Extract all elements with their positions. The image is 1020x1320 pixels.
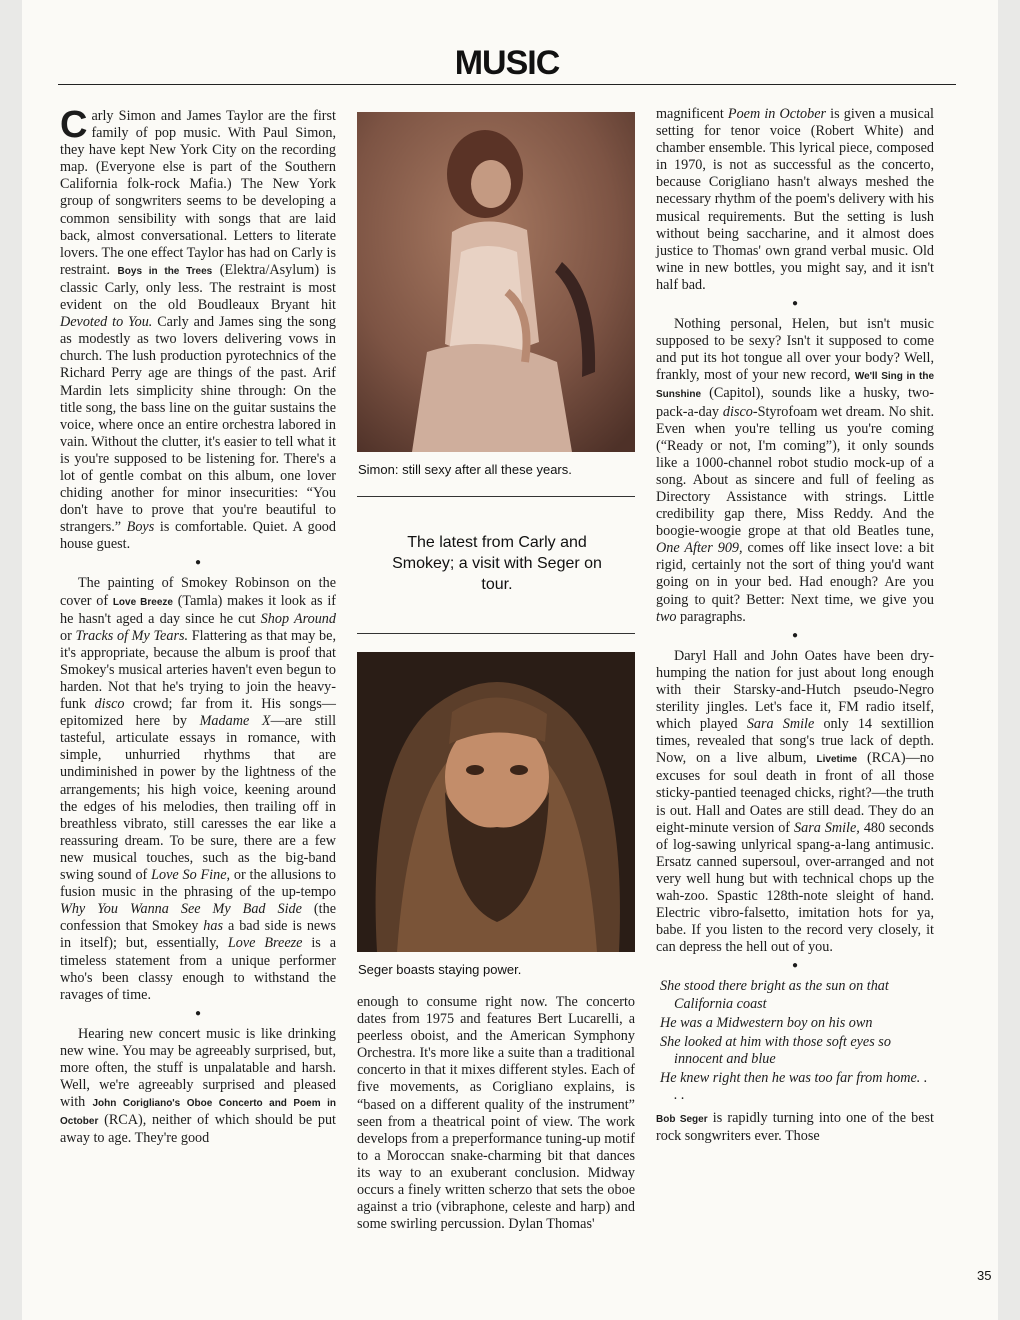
album-title: John Corigliano's Oboe Concerto and Poem in October [60, 1098, 336, 1128]
section-bullet: ● [791, 629, 799, 641]
paragraph-helen-reddy: Nothing personal, Helen, but isn't music supposed to be sexy? Isn't it supposed to come and put its hot tongue all over your body? Well, frankly, most of your new record, We'll Sing in the Sunshine (Capitol), sounds like a husky, two-pack-a-day disco-Styrofoam wet dream. No shit. Even when you're telling us you're coming (“Ready or not, I'm coming”), it only sounds like a 1000-channel robot studio mock-up of a song. About as sincere and full of feeling as Directory Assistance with strings. Little credibility gap there, Miss Reddy. And the boogie-woogie grope at that old Beatles tune, One After 909, comes off like insect love: a bit rigid, certainly not the sort of thing you'd want going on in your bed. Had enough? Are you going to quit? Better: Next time, we give you two paragraphs. [656, 316, 935, 625]
album-title: Boys in the Trees [117, 265, 213, 277]
song-title: Devoted to You. [60, 314, 153, 331]
paragraph-continued: enough to consume right now. The concerto dates from 1975 and features Bert Lucarelli, a peerless oboist, and the American Symphony Orchestra. It's more like a suite than a traditional concerto in that it mixes different styles. Each of five movements, as Corigliano explains, is “based on a different quality of the instrument” seen from a theatrical point of view. The work develops from a preperformance tuning-up motif to a Moroccan snake-charming bit that dances its way to an exuberant conclusion. Midway occurs a finely written scherzo that sets the oboe against a trio (vibraphone, celeste and harp) and some swirling percussion. Dylan Thomas' [357, 994, 635, 1233]
album-title: Love Breeze [112, 596, 173, 608]
paragraph-corigliano: Hearing new concert music is like drinking new wine. You may be agreeably surprised, but, more often, the stuff is unpalatable and harsh. Well, we're agreeably surprised and pleased with John Corigliano's Oboe Concerto and Poem in October (RCA), neither of which should be put away to age. They're good [60, 1025, 336, 1147]
drop-cap: C [60, 104, 88, 146]
lyrics-excerpt [656, 978, 934, 1104]
section-bullet: ● [194, 557, 202, 569]
section-bullet: ● [791, 960, 799, 972]
lyric-line: He was a Midwestern boy on his own [660, 1014, 873, 1031]
pull-quote: The latest from Carly and Smokey; a visit with Seger on tour. [392, 534, 602, 593]
lyric-line: She stood there bright as the sun on that California coast [660, 978, 889, 1012]
album-title: We'll Sing in the Sunshine [656, 371, 935, 401]
column-1 [60, 104, 337, 1147]
bob-seger-photo [357, 652, 635, 952]
section-bullet: ● [194, 1007, 202, 1019]
lyric-line: He knew right then he was too far from home. . . . [660, 1069, 928, 1103]
magazine-page [22, 0, 998, 1320]
section-header [58, 42, 956, 85]
paragraph-hall-oates: Daryl Hall and John Oates have been dry-humping the nation for just about long enough with their Starsky-and-Hutch pseudo-Negro sterility jingles. Let's face it, FM radio itself, which played Sara Smile only 14 sextillion times, revealed that song's true lack of depth. Now, on a live album, Livetime (RCA)—no excuses for soul death in front of all those sticky-pantied teenaged chicks, right?—the truth is out. Hall and Oates are still dead. They do an eight-minute version of Sara Smile, 480 seconds of log-sawing unlyrical spang-a-lang antimusic. Ersatz canned supersoul, over-arranged and not very well hung but with technical chops up the wah-zoo. Spastic 128th-note sleight of hand. Electric vibro-falsetto, imitation hots for ya, babe. If you listen to the record very closely, it can depress the hell out of you. [656, 647, 934, 956]
album-title: Livetime [816, 754, 858, 766]
column-3 [656, 106, 934, 1145]
lyric-line: She looked at him with those soft eyes so innocent and blue [660, 1033, 891, 1067]
section-title: MUSIC [454, 44, 560, 82]
divider-rule [357, 633, 635, 634]
artist-name: Bob Seger [656, 1114, 708, 1126]
divider-rule [357, 496, 635, 497]
carly-simon-photo [357, 112, 635, 452]
photo-caption: Seger boasts staying power. [358, 962, 522, 977]
paragraph-smokey-robinson: The painting of Smokey Robinson on the cover of Love Breeze (Tamla) makes it look as if he hasn't aged a day since he cut Shop Around or Tracks of My Tears. Flattering as that may be, it's appropriate, because the album is proof that Smokey's musical arteries haven't even begun to harden. Not that he's trying to join the heavy-funk disco crowd; far from it. His songs—epitomized here by Madame X—are still tasteful, articulate essays in romance, with simple, unhurried rhythms that are undiminished in power by the lightness of the arrangements; his high voice, keening around the edges of his melodies, then trailing off in breathless vibrato, still caresses the ear like a reassuring dream. To be sure, there are a few new musical touches, such as the big-band swing sound of Love So Fine, or the allusions to fusion music in the phrasing of the up-tempo Why You Wanna See My Bad Side (the confession that Smokey has a bad side is news in itself); but, essentially, Love Breeze is a timeless statement from a unique performer who's been classy enough to withstand the ravages of time. [60, 575, 337, 1003]
paragraph-carly-simon: Carly Simon and James Taylor are the first family of pop music. With Paul Simon, they have kept New York City on the recording map. (Everyone else is part of the Southern California folk-rock Mafia.) The New York group of songwriters seems to be developing a common sensibility with songs that are laid back, almost conversational. Letters to literate lovers. The one effect Taylor has had on Carly is restraint. Boys in the Trees (Elektra/Asylum) is classic Carly, only less. The restraint is most evident on the old Boudleaux Bryant hit Devoted to You. Carly and James sing the song as modestly as two lovers delivering vows in church. The lush production pyrotechnics of the Richard Perry age are things of the past. Arif Mardin lets simplicity shine through: On the title song, the bass line on the guitar sustains the voice, where once an entire orchestra labored in vain. Without the clutter, it's easier to tell what it is you're supposed to be listening for. There's a lot of gentle combat on this album, one lover chiding another for minor insecurities: “You don't have to prove that you're beautiful to strangers.” Boys is comfortable. Quiet. A good house guest. [60, 104, 337, 553]
photo-caption: Simon: still sexy after all these years. [358, 462, 572, 477]
page-number: 35 [977, 1268, 992, 1283]
column-2 [357, 994, 635, 1233]
section-bullet: ● [791, 298, 799, 310]
paragraph-poem-in-october: magnificent Poem in October is given a musical setting for tenor voice (Robert White) and chamber ensemble. This lyrical piece, composed in 1970, is not as successful as the concerto, because Corigliano hasn't always meshed the necessary rhythm of the poem's delivery with his musical requirements. But the setting is lush without being saccharine, and it almost does justice to Thomas' own grand verbal music. Old wine in new bottles, you might say, and it isn't half bad. [656, 106, 934, 293]
paragraph-bob-seger: Bob Seger is rapidly turning into one of the best rock songwriters ever. Those [656, 1110, 934, 1145]
